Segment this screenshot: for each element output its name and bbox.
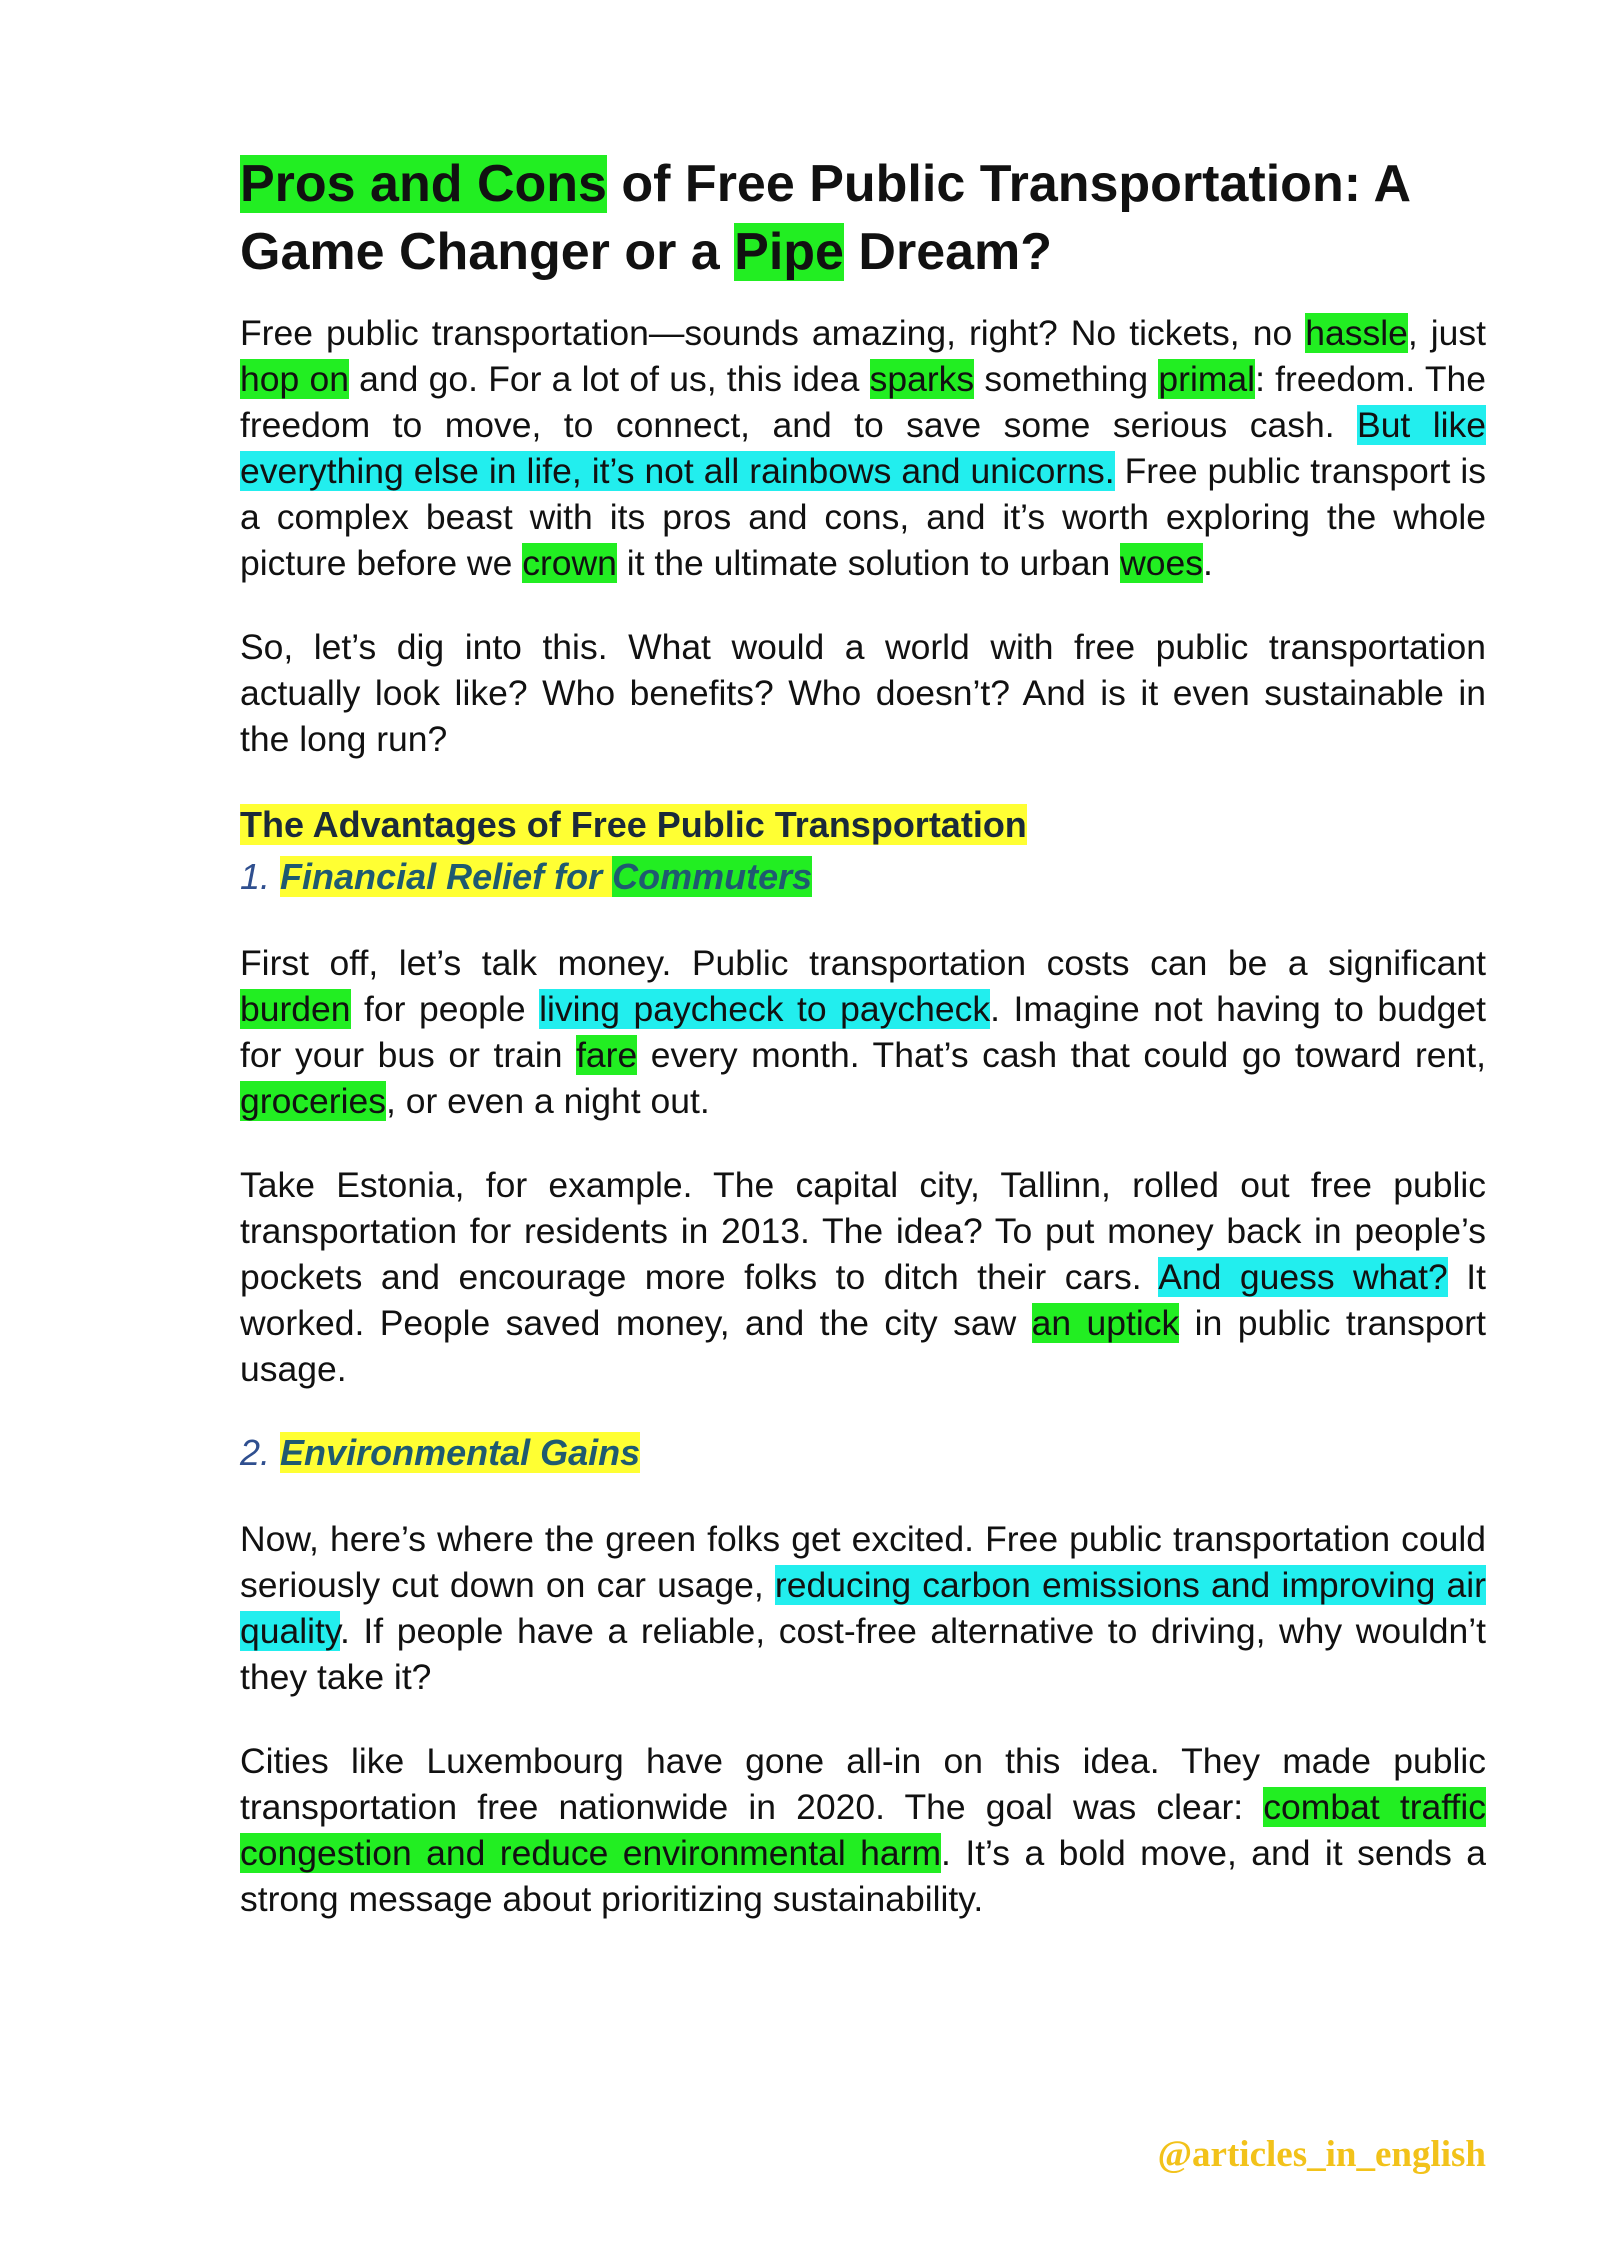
highlight-burden: burden (240, 989, 351, 1029)
paragraph-text: First off, let’s talk money. Public transportation costs can be a significant (240, 943, 1486, 983)
highlight-uptick: an uptick (1031, 1303, 1180, 1343)
intro-paragraph (240, 310, 1486, 586)
highlight-rainbows-sentence: But like everything else in life, it’s not all rainbows and unicorns. (240, 405, 1487, 491)
title-text-middle: of Free Public Transportation: A Game Changer or a (240, 155, 1410, 281)
highlight-crown: crown (522, 543, 617, 583)
paragraph-text: . If people have a reliable, cost-free alternative to driving, why wouldn’t they take it? (240, 1611, 1486, 1697)
intro-text: Free public transportation—sounds amazing, right? No tickets, no (240, 313, 1306, 353)
subheading-number: 1. (240, 856, 271, 897)
paragraph-estonia (240, 1162, 1486, 1392)
highlight-fare: fare (576, 1035, 638, 1075)
section-heading-text: The Advantages of Free Public Transportation (240, 804, 1027, 845)
subheading-environmental-gains (240, 1430, 1486, 1476)
document-title (240, 150, 1486, 286)
paragraph-text: Cities like Luxembourg have gone all-in on this idea. They made public transportation free nationwide in 2020. The goal was clear: (240, 1741, 1486, 1827)
intro-text: and go. For a lot of us, this idea (348, 359, 870, 399)
paragraph-text: . Imagine not having to budget for your bus or train (240, 989, 1486, 1075)
document-page (240, 150, 1486, 1960)
highlight-hassle: hassle (1305, 313, 1408, 353)
subheading-financial-relief (240, 854, 1486, 900)
watermark-handle: @articles_in_english (1157, 2134, 1486, 2175)
intro-text: , just (1407, 313, 1486, 353)
paragraph-luxembourg (240, 1738, 1486, 1922)
highlight-woes: woes (1120, 543, 1203, 583)
paragraph-text: , or even a night out. (386, 1081, 710, 1121)
intro-text: it the ultimate solution to urban (616, 543, 1121, 583)
intro-text: something (974, 359, 1159, 399)
intro-text: : freedom. The freedom to move, to connect, and to save some serious cash. (240, 359, 1486, 445)
highlight-hop-on: hop on (240, 359, 349, 399)
intro-text: Free public transport is a complex beast with its pros and cons, and it’s worth exploring the whole picture before we (240, 451, 1486, 583)
highlight-guess-what: And guess what? (1158, 1257, 1448, 1297)
highlight-primal: primal (1158, 359, 1256, 399)
paragraph-text: for people (350, 989, 540, 1029)
highlight-carbon-emissions: reducing carbon emissions and improving air quality (240, 1565, 1487, 1651)
highlight-commuters: Commuters (612, 856, 813, 897)
paragraph-green (240, 1516, 1486, 1700)
title-highlight-pros-cons: Pros and Cons (240, 155, 607, 213)
title-highlight-pipe: Pipe (734, 223, 844, 281)
highlight-sparks: sparks (869, 359, 975, 399)
paragraph-text: . It’s a bold move, and it sends a strong message about prioritizing sustainability. (240, 1833, 1486, 1919)
subheading-text: Financial Relief for (280, 856, 613, 897)
paragraph-text: in public transport usage. (240, 1303, 1486, 1389)
intro-text: . (1202, 543, 1213, 583)
highlight-paycheck: living paycheck to paycheck (539, 989, 991, 1029)
title-text-end: Dream? (843, 223, 1053, 281)
subheading-text: Environmental Gains (280, 1432, 641, 1473)
paragraph-text: It worked. People saved money, and the city saw (240, 1257, 1486, 1343)
highlight-groceries: groceries (240, 1081, 387, 1121)
subheading-number: 2. (240, 1432, 271, 1473)
paragraph-text: Take Estonia, for example. The capital city, Tallinn, rolled out free public transportation for residents in 2013. The idea? To put money back in people’s pockets and encourage more folks to ditch their cars. (240, 1165, 1486, 1297)
paragraph-text: Now, here’s where the green folks get excited. Free public transportation could seriously cut down on car usage, (240, 1519, 1486, 1605)
highlight-combat-traffic: combat traffic congestion and reduce environmental harm (240, 1787, 1486, 1873)
section-heading-advantages (240, 802, 1486, 848)
paragraph-money (240, 940, 1486, 1124)
intro-paragraph-2: So, let’s dig into this. What would a world with free public transportation actually look like? Who benefits? Who doesn’t? And is it even sustainable in the long run? (240, 627, 1486, 759)
paragraph-text: every month. That’s cash that could go toward rent, (637, 1035, 1486, 1075)
